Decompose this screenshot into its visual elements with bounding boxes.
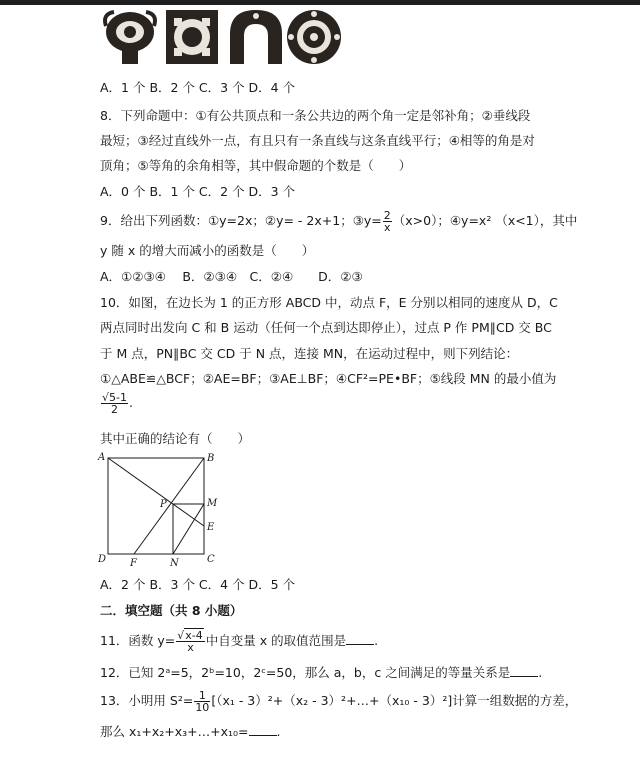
q11-suffix: 中自变量 x 的取值范围是: [205, 633, 347, 648]
q10-min-value: $\frac{√5-1}{2}$ .: [102, 391, 133, 416]
section-title: 二．填空题（共 8 小题）: [100, 603, 243, 618]
q11-fraction: $\frac{√x-4}{x}$: [177, 629, 203, 654]
q13-suffix: [（x₁ - 3）²+（x₂ - 3）²+…+（x₁₀ - 3）²]计算一组数据的方差，: [211, 693, 578, 708]
q11-prefix: 11．函数 y=: [100, 633, 176, 648]
q13-prefix: 13．小明用 S²=: [100, 693, 194, 708]
q10-min-fraction: $\frac{√5-1}{2}$: [102, 391, 127, 416]
q12-text: 12．已知 2ᵃ=5，2ᵇ=10，2ᶜ=50，那么 a，b，c 之间满足的等量关系是: [100, 665, 511, 680]
q13-line2: 那么 x₁+x₂+x₃+…+x₁₀= .: [100, 724, 281, 739]
q13-fraction: $\frac{1}{10}$: [195, 689, 210, 714]
q10-line4: ①△ABE≌△BCF；②AE=BF；③AE⊥BF；④CF²=PE•BF；⑤线段 MN 的最小值为: [100, 371, 557, 386]
segment-bf: [134, 458, 204, 554]
q8-line1: 8．下列命题中：①有公共顶点和一条公共边的两个角一定是邻补角；②垂线段: [100, 108, 531, 123]
q9-options: A．①②③④ B．②③④ C．②④ D．②③: [100, 269, 363, 284]
label-n: N: [170, 558, 179, 569]
q9-prefix: 9．给出下列函数：①y=2x；②y= - 2x+1；③y=: [100, 213, 382, 228]
label-b: B: [207, 453, 215, 464]
window-top-bar: [0, 0, 640, 5]
ornament-flower-icon: [284, 6, 344, 68]
q11-answer-blank[interactable]: [346, 632, 374, 645]
q13-line1: [100, 690, 577, 713]
q9-line1: [100, 210, 577, 233]
q12-answer-blank[interactable]: [510, 664, 538, 677]
q9-fraction: $\frac{2}{x}$: [383, 209, 391, 234]
q11-line: 11．函数 y= $\frac{√x-4}{x}$ 中自变量 x 的取值范围是 .: [100, 629, 379, 654]
q10-options: A．2 个 B．3 个 C．4 个 D．5 个: [100, 577, 296, 592]
label-m: M: [207, 498, 218, 509]
label-p: P: [160, 499, 167, 510]
ornament-arch-icon: [226, 6, 286, 68]
ornament-lattice-icon: [162, 6, 222, 68]
label-f: F: [130, 558, 137, 569]
label-a: A: [98, 452, 106, 463]
label-c: C: [207, 554, 215, 565]
segment-ae: [108, 458, 204, 526]
q10-line2: 两点同时出发向 C 和 B 运动（任何一个点到达即停止），过点 P 作 PM∥CD 交 BC: [100, 320, 552, 335]
q13-line2-text: 那么 x₁+x₂+x₃+…+x₁₀=: [100, 724, 249, 739]
q13-answer-blank[interactable]: [249, 723, 277, 736]
segment-mn: [173, 504, 204, 554]
ornament-vase-icon: [100, 6, 160, 68]
q10-line3: 于 M 点，PN∥BC 交 CD 于 N 点，连接 MN，在运动过程中，则下列结论：: [100, 346, 519, 361]
label-d: D: [98, 554, 107, 565]
q8-line2: 最短；③经过直线外一点，有且只有一条直线与这条直线平行；④相等的角是对: [100, 133, 535, 148]
q8-options: A．0 个 B．1 个 C．2 个 D．3 个: [100, 184, 296, 199]
square-abcd: [108, 458, 204, 554]
q9-suffix: （x>0）；④y=x² （x<1），其中: [392, 213, 578, 228]
q10-square-figure: [96, 452, 226, 570]
q12-line: 12．已知 2ᵃ=5，2ᵇ=10，2ᶜ=50，那么 a，b，c 之间满足的等量关系是 .: [100, 665, 543, 680]
q10-line5: 其中正确的结论有（ ）: [100, 431, 251, 446]
label-e: E: [207, 522, 215, 533]
q9-line2: y 随 x 的增大而减小的函数是（ ）: [100, 243, 315, 258]
q8-line3: 顶角；⑤等角的余角相等，其中假命题的个数是（ ）: [100, 158, 412, 173]
q10-line1: 10．如图，在边长为 1 的正方形 ABCD 中，动点 F，E 分别以相同的速度从 D，C: [100, 295, 558, 310]
q7-options: A．1 个 B．2 个 C．3 个 D．4 个: [100, 80, 296, 95]
